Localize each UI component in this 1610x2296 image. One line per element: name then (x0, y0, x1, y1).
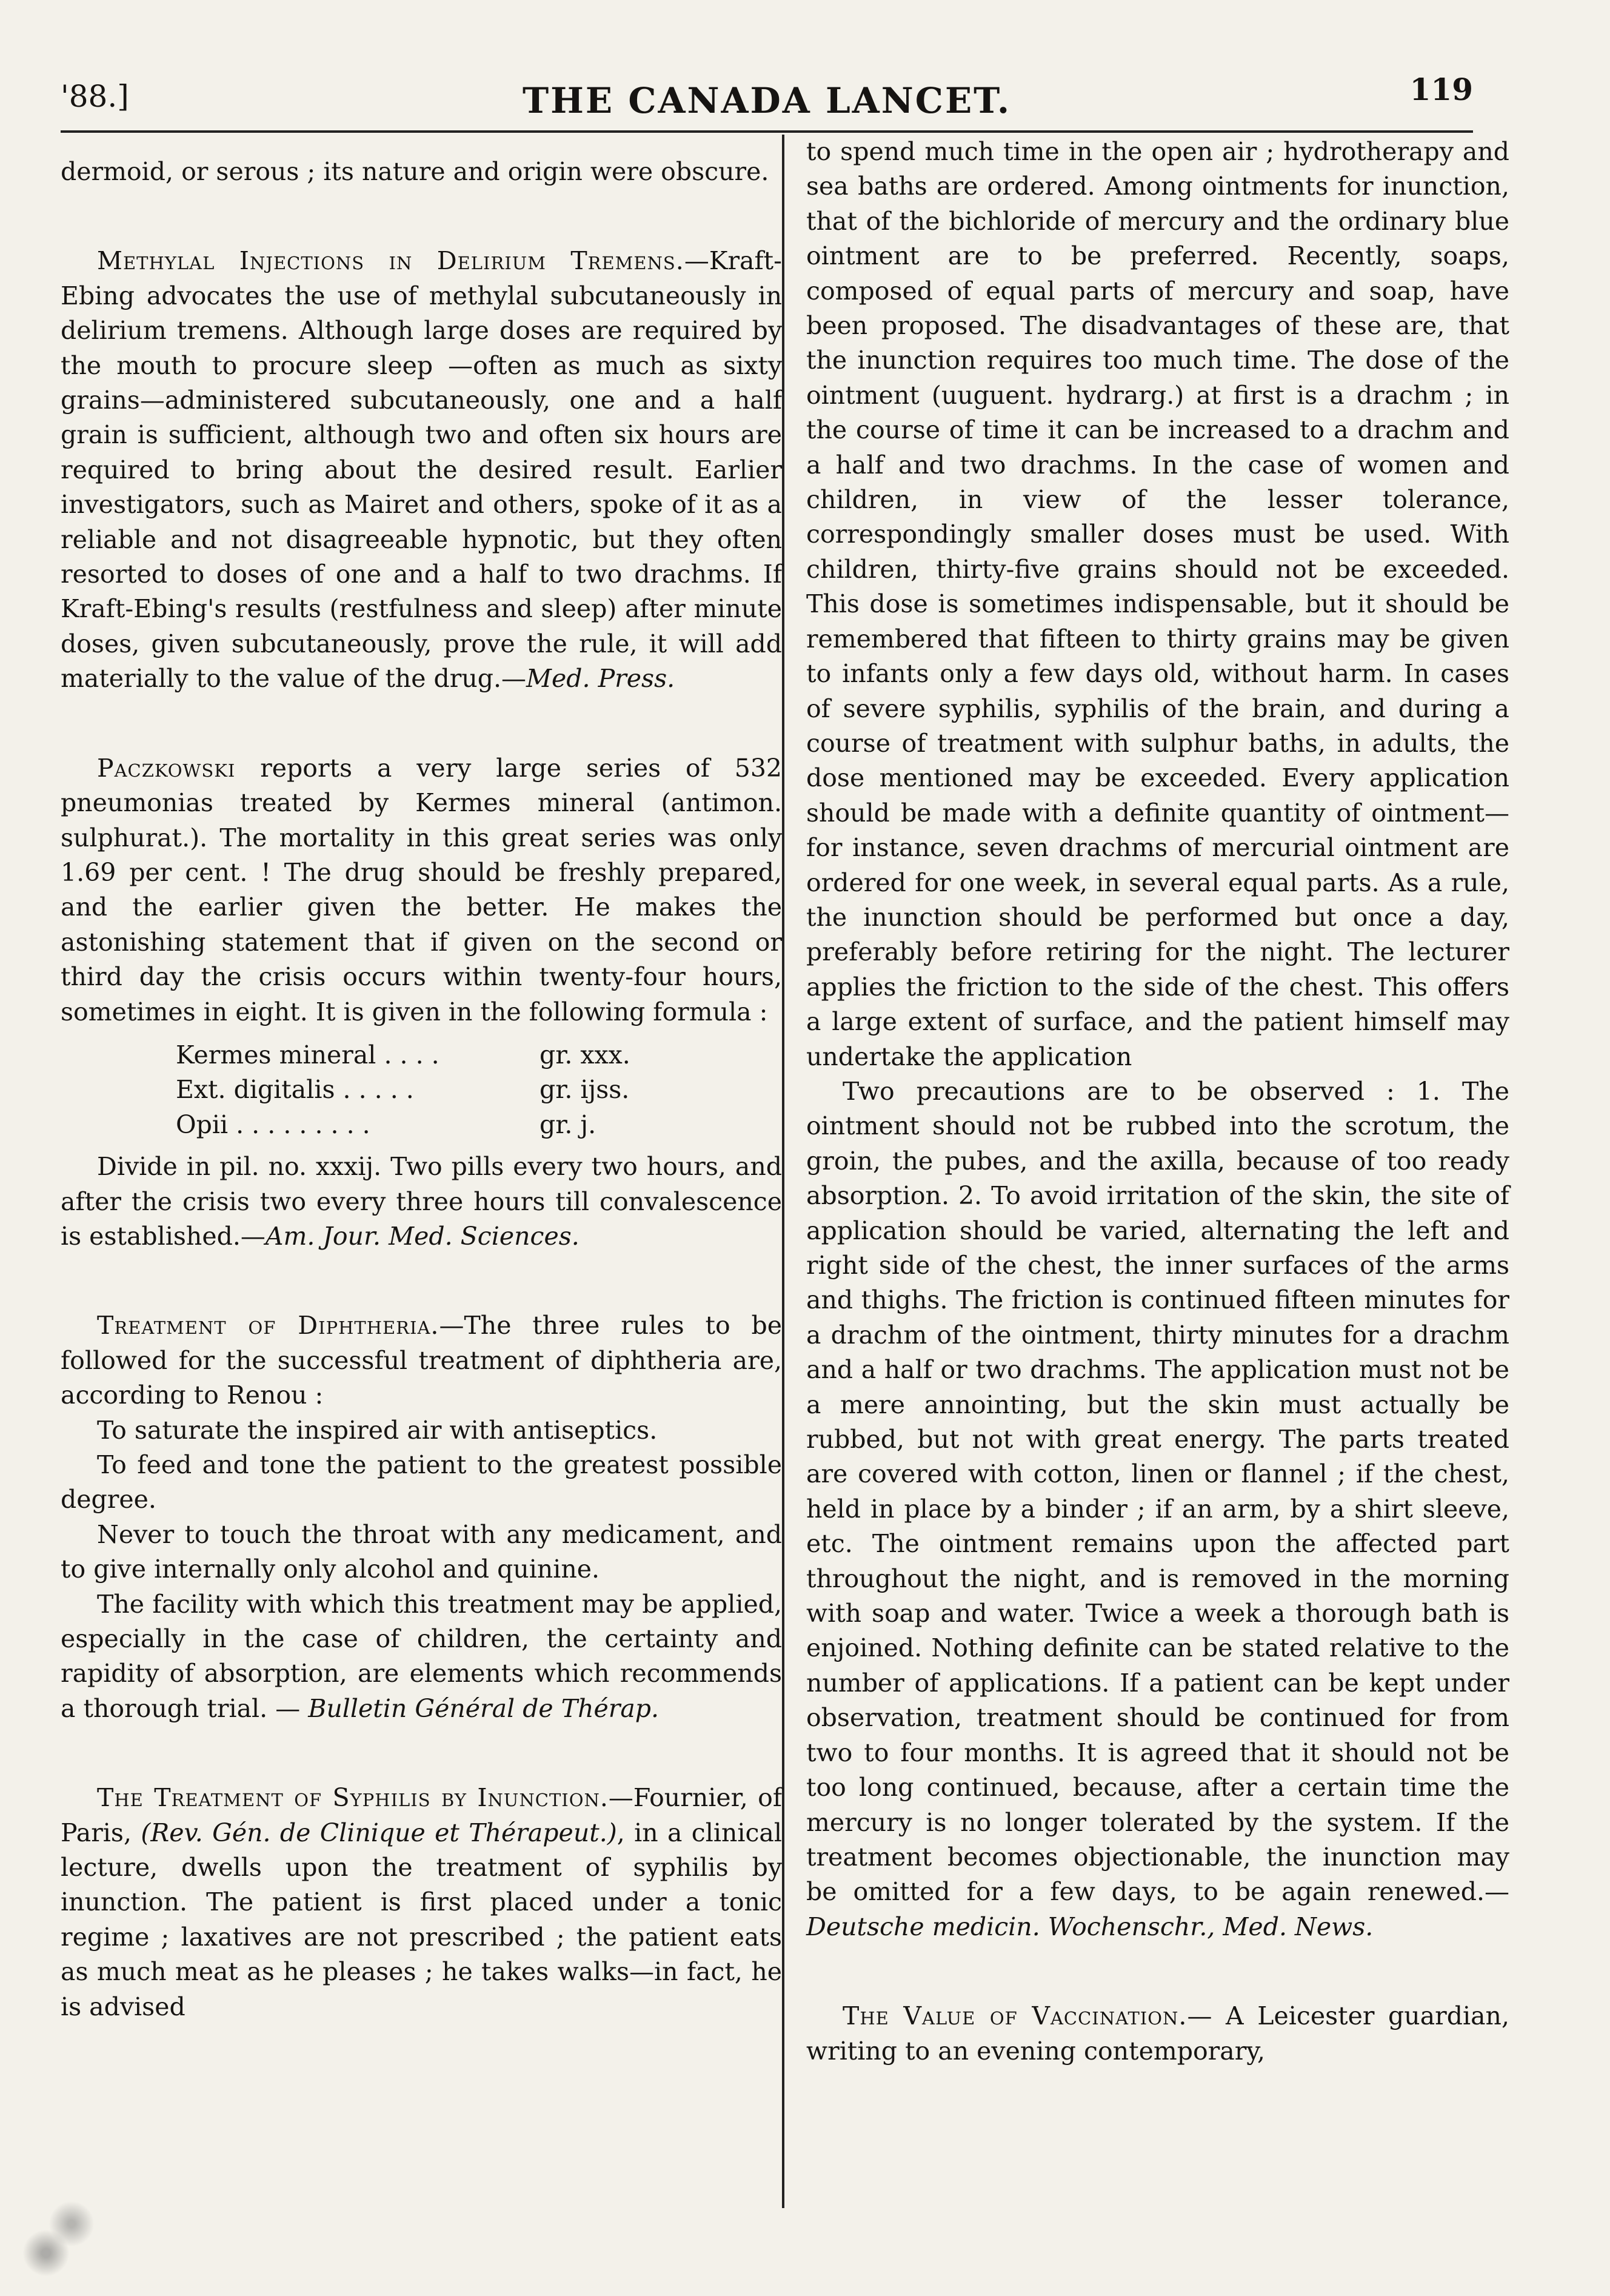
page-number: 119 (1409, 72, 1473, 107)
formula-row: Opii . . . . . . . . . gr. j. (176, 1110, 596, 1139)
diphtheria-conclusion: The facility with which this treatment may be applied, especially in the case of children, the certainty and rapidity of absorption, are elements which recommends a thorough trial. — Bulletin Général de Thérap. (61, 1589, 782, 1723)
journal-title: THE CANADA LANCET. (522, 80, 1012, 121)
dosage-source: Am. Jour. Med. Sciences. (265, 1221, 580, 1251)
methylal-article: Methylal Injections in Delirium Tremens.—Kraft-Ebing advocates the use of methylal subcutaneously in delirium tremens. Although large doses are required by the mouth to procure sleep —often as much as sixty grains—administered subcutaneously, one and a half grain is sufficient, although two and often six hours are required to bring about the desired result. Earlier investigators, such as Mairet and others, spoke of it as a reliable and not disagreeable hypnotic, but they often resorted to doses of one and a half to two drachms. If Kraft-Ebing's results (restfulness and sleep) after minute doses, given subcutaneously, prove the rule, it will add materially to the value of the drug.—Med. Press. (61, 246, 782, 694)
diphtheria-rule: To saturate the inspired air with antiseptics. (97, 1415, 658, 1445)
left-column (61, 155, 782, 2024)
vaccination-article: The Value of Vaccination.— A Leicester guardian, writing to an evening contemporary, (806, 2001, 1509, 2066)
diphtheria-heading: Treatment of Diphtheria. (97, 1311, 439, 1340)
right-column (806, 135, 1509, 2069)
syphilis-article: The Treatment of Syphilis by Inunction.—Fournier, of Paris, (Rev. Gén. de Clinique et Thérapeut.), in a clinical lecture, dwells upon the treatment of syphilis by inunction. The patient is first placed under a tonic regime ; laxatives are not prescribed ; the patient eats as much meat as he pleases ; he takes walks—in fact, he is advised (61, 1783, 782, 2021)
syphilis-continued: to spend much time in the open air ; hydrotherapy and sea baths are ordered. Among ointments for inunction, that of the bichloride of mercury and the ordinary blue ointment are to be preferred. Recently, soaps, composed of equal parts of mercury and soap, have been proposed. The disadvantages of these are, that the inunction requires too much time. The dose of the ointment (uuguent. hydrarg.) at first is a drachm ; in the course of time it can be increased to a drachm and a half and two drachms. In the case of women and children, in view of the lesser tolerance, correspondingly smaller doses must be used. With children, thirty-five grains should not be exceeded. This dose is sometimes indispensable, but it should be remembered that fifteen to thirty grains may be given to infants only a few days old, without harm. In cases of severe syphilis, syphilis of the brain, and during a course of treatment with sulphur baths, in adults, the dose mentioned may be exceeded. Every application should be made with a definite quantity of ointment—for instance, seven drachms of mercurial ointment are ordered for one week, in several equal parts. As a rule, the inunction should be performed but once a day, preferably before retiring for the night. The lecturer applies the friction to the side of the chest. This offers a large extent of surface, and the patient himself may undertake the application (806, 137, 1509, 1071)
prescription-formula (176, 1038, 782, 1142)
methylal-source: Med. Press. (526, 664, 675, 694)
running-header (61, 72, 1473, 126)
precautions-paragraph: Two precautions are to be observed : 1. The ointment should not be rubbed into the scrotum, the groin, the pubes, and the axilla, because of too ready absorption. 2. To avoid irritation of the skin, the site of application should be varied, alternating the left and right side of the chest, the inner surfaces of the arms and thighs. The friction is continued fifteen minutes for a drachm of the ointment, thirty minutes for a drachm and a half or two drachms. The application must not be a mere annointing, but the skin must actually be rubbed, but not with great energy. The parts treated are covered with cotton, linen or flannel ; if the chest, held in place by a binder ; if an arm, by a shirt sleeve, etc. The ointment remains upon the affected part throughout the night, and is removed in the morning with soap and water. Twice a week a thorough bath is enjoined. Nothing definite can be stated relative to the number of applications. If a patient can be kept under observation, treatment should be continued for from two to four months. It is agreed that it should not be too long continued, because, after a certain time the mercury is no longer tolerated by the system. If the treatment becomes objectionable, the inunction may be omitted for a few days, to be again renewed.—Deutsche medicin. Wochenschr., Med. News. (806, 1076, 1509, 1941)
methylal-heading: Methylal Injections in Delirium Tremens. (97, 246, 684, 276)
volume-year: '88.] (61, 79, 129, 114)
paczkowski-heading: Paczkowski (97, 753, 236, 783)
syphilis-reference: (Rev. Gén. de Clinique et Thérapeut.) (141, 1818, 617, 1847)
diphtheria-article: Treatment of Diphtheria.—The three rules to be followed for the successful treatment of diphtheria are, according to Renou : (61, 1311, 783, 1410)
diphtheria-source: Bulletin Général de Thérap. (308, 1693, 660, 1723)
formula-row: Ext. digitalis . . . . . gr. ijss. (176, 1075, 630, 1105)
paczkowski-article: Paczkowski reports a very large series of 532 pneumonias treated by Kermes mineral (antimon. sulphurat.). The mortality in this great series was only 1.69 per cent. ! The drug should be freshly prepared, and the earlier given the better. He makes the astonishing statement that if given on the second or third day the crisis occurs within twenty-four hours, sometimes in eight. It is given in the following formula : (61, 753, 782, 1026)
page-blemish (12, 2195, 97, 2292)
vaccination-heading: The Value of Vaccination. (843, 2001, 1187, 2031)
dosage-instructions: Divide in pil. no. xxxij. Two pills every two hours, and after the crisis two every three hours till convalescence is established.—Am. Jour. Med. Sciences. (61, 1152, 782, 1251)
carryover-paragraph: dermoid, or serous ; its nature and origin were obscure. (61, 157, 769, 186)
diphtheria-rule: Never to touch the throat with any medicament, and to give internally only alcohol and quinine. (61, 1519, 782, 1584)
column-divider (782, 135, 784, 2208)
diphtheria-rule: To feed and tone the patient to the greatest possible degree. (61, 1450, 782, 1514)
header-rule (61, 130, 1473, 133)
formula-row: Kermes mineral . . . . gr. xxx. (176, 1040, 630, 1069)
precautions-source: Deutsche medicin. Wochenschr., Med. News. (806, 1912, 1374, 1941)
syphilis-heading: The Treatment of Syphilis by Inunction. (97, 1783, 609, 1813)
